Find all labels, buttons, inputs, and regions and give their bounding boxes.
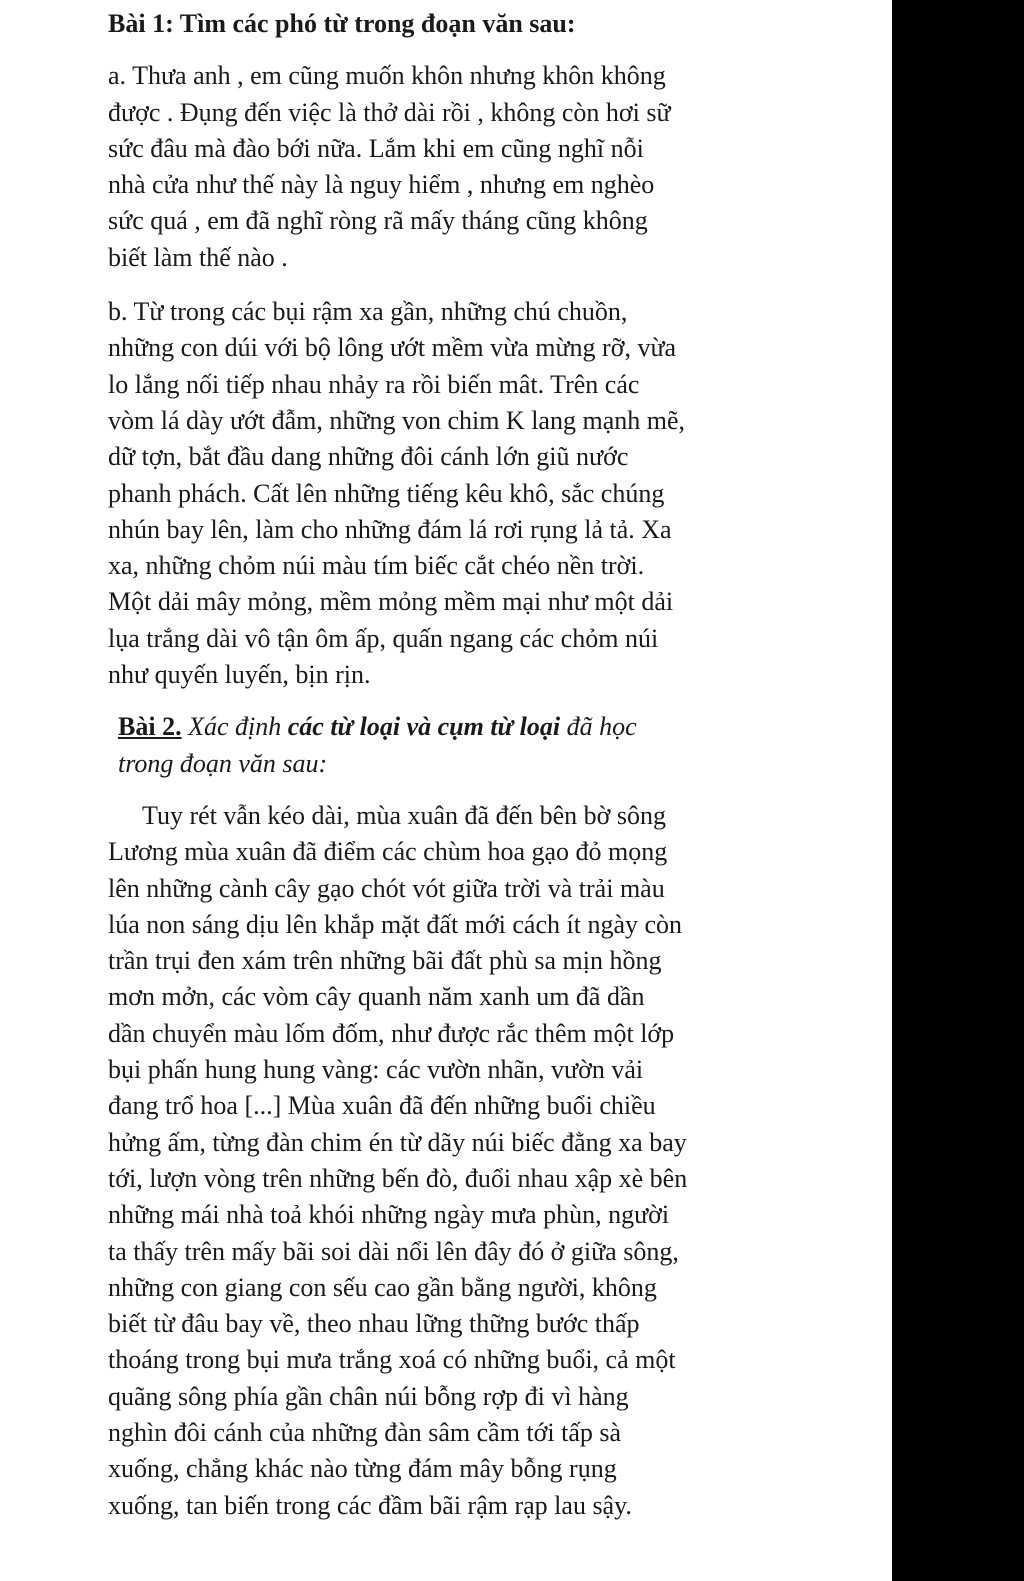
exercise-2-label: Bài 2. <box>118 712 182 742</box>
exercise-2-passage: Tuy rét vẫn kéo dài, mùa xuân đã đến bên bờ sông Lương mùa xuân đã điểm các chùm hoa gạo đỏ mọng lên những cành cây gạo chót vót giữa trời và trải màu lúa non sáng dịu lên khắp mặt đất mới cách ít ngày còn trần trụi đen xám trên những bãi đất phù sa mịn hồng mơn mởn, các vòm cây quanh năm xanh um đã dần dần chuyển màu lốm đốm, như được rắc thêm một lớp bụi phấn hung hung vàng: các vườn nhãn, vườn vải đang trổ hoa [...] Mùa xuân đã đến những buổi chiều hửng ấm, từng đàn chim én từ dãy núi biếc đằng xa bay tới, lượn vòng trên những bến đò, đuổi nhau xập xè bên những mái nhà toả khói những ngày mưa phùn, người ta thấy trên mấy bãi soi dài nổi lên đây đó ở giữa sông, những con giang con sếu cao gần bằng người, không biết từ đâu bay về, theo nhau lững thững bước thấp thoáng trong bụi mưa trắng xoá có những buổi, cả một quãng sông phía gần chân núi bỗng rợp đi vì hàng nghìn đôi cánh của những đàn sâm cầm tới tấp sà xuống, chẳng khác nào từng đám mây bỗng rụng xuống, tan biến trong các đầm bãi rậm rạp lau sậy. <box>108 800 688 1520</box>
exercise-2-instruction-part2: đã học trong đoạn văn sau: <box>118 712 637 778</box>
exercise-2-instruction-part1: Xác định <box>181 712 288 742</box>
exercise-2-instruction-bold: các từ loại và cụm từ loại <box>287 712 561 742</box>
exercise-1-paragraph-b: b. Từ trong các bụi rậm xa gần, những chú chuồn, những con dúi với bộ lông ướt mềm vừa mừng rỡ, vừa lo lắng nối tiếp nhau nhảy ra rồi biến mât. Trên các vòm lá dày ướt đẫm, những von chim K lang mạnh mẽ, dữ tợn, bắt đầu dang những đôi cánh lớn giũ nước phanh phách. Cất lên những tiếng kêu khô, sắc chúng nhún bay lên, làm cho những đám lá rơi rụng lả tả. Xa xa, những chỏm núi màu tím biếc cắt chéo nền trời. Một dải mây mỏng, mềm mỏng mềm mại như một dải lụa trắng dài vô tận ôm ấp, quấn ngang các chỏm núi như quyến luyến, bịn rịn. <box>108 297 686 690</box>
exercise-1-title: Bài 1: Tìm các phó từ trong đoạn văn sau: <box>108 9 576 38</box>
exercise-2-instruction <box>118 712 637 777</box>
right-black-margin <box>892 0 1024 1581</box>
exercise-2-heading <box>118 709 888 782</box>
document-body <box>108 6 888 1524</box>
exercise-1-paragraph-a: a. Thưa anh , em cũng muốn khôn nhưng khôn không được . Đụng đến việc là thở dài rồi , không còn hơi sữ sức đâu mà đào bới nữa. Lắm khi em cũng nghĩ nỗi nhà cửa như thế này là nguy hiểm , nhưng em nghèo sức quá , em đã nghĩ ròng rã mấy tháng cũng không biết làm thế nào . <box>108 61 671 272</box>
